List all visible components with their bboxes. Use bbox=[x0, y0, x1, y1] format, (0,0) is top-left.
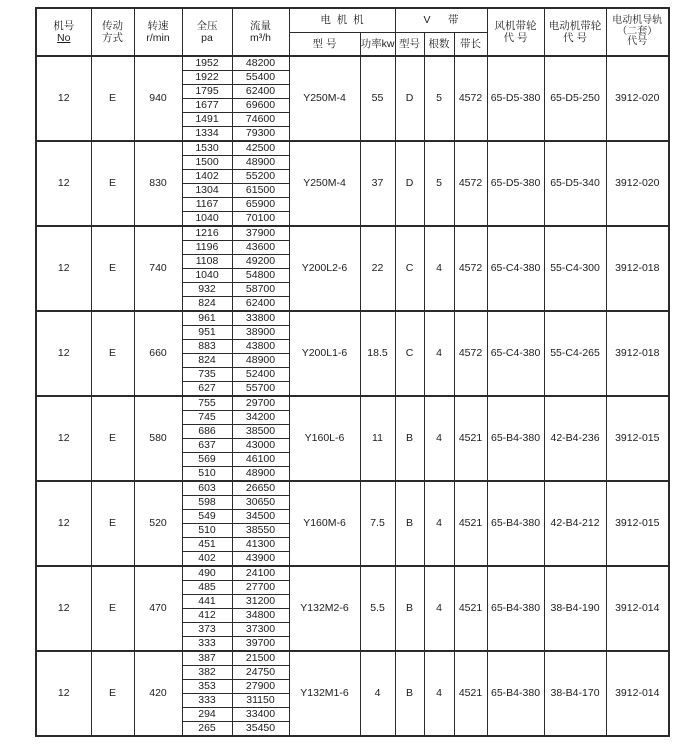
pressure-cell: 294 bbox=[182, 708, 232, 722]
spec-table-body bbox=[36, 56, 669, 736]
rpm-cell: 660 bbox=[134, 311, 182, 396]
rpm-cell: 830 bbox=[134, 141, 182, 226]
pressure-cell: 1677 bbox=[182, 99, 232, 113]
header-drive: 传动 方式 bbox=[91, 8, 134, 56]
flow-cell: 37300 bbox=[232, 623, 289, 637]
header-motor-power: 功率kw bbox=[360, 32, 395, 56]
rpm-cell: 520 bbox=[134, 481, 182, 566]
pressure-cell: 441 bbox=[182, 595, 232, 609]
rail-code-cell: 3912-015 bbox=[606, 481, 669, 566]
belt-count-cell: 4 bbox=[424, 311, 454, 396]
drive-mode-cell: E bbox=[91, 396, 134, 481]
rpm-cell: 940 bbox=[134, 56, 182, 141]
belt-count-cell: 4 bbox=[424, 226, 454, 311]
flow-cell: 79300 bbox=[232, 127, 289, 142]
header-motor-group: 电 机 机 bbox=[289, 8, 395, 32]
pressure-cell: 485 bbox=[182, 581, 232, 595]
pressure-cell: 1952 bbox=[182, 56, 232, 71]
pressure-cell: 373 bbox=[182, 623, 232, 637]
rail-code-cell: 3912-020 bbox=[606, 141, 669, 226]
header-machine-no-en: No bbox=[57, 32, 71, 44]
header-vbelt-count: 根数 bbox=[424, 32, 454, 56]
pressure-cell: 637 bbox=[182, 439, 232, 453]
fan-pulley-code-cell: 65-C4-380 bbox=[487, 311, 544, 396]
pressure-cell: 402 bbox=[182, 552, 232, 567]
pressure-cell: 1040 bbox=[182, 212, 232, 227]
flow-cell: 24100 bbox=[232, 566, 289, 581]
belt-count-cell: 5 bbox=[424, 56, 454, 141]
flow-cell: 39700 bbox=[232, 637, 289, 652]
header-motor-rail: 电动机导轨 （二套） 代号 bbox=[606, 8, 669, 56]
pressure-cell: 265 bbox=[182, 722, 232, 737]
pressure-cell: 353 bbox=[182, 680, 232, 694]
motor-pulley-code-cell: 42-B4-212 bbox=[544, 481, 606, 566]
machine-no-cell: 12 bbox=[36, 226, 91, 311]
flow-cell: 42500 bbox=[232, 141, 289, 156]
belt-length-cell: 4572 bbox=[454, 56, 487, 141]
belt-count-cell: 4 bbox=[424, 481, 454, 566]
motor-pulley-code-cell: 38-B4-170 bbox=[544, 651, 606, 736]
flow-cell: 54800 bbox=[232, 269, 289, 283]
motor-power-cell: 7.5 bbox=[360, 481, 395, 566]
fan-pulley-code-cell: 65-B4-380 bbox=[487, 651, 544, 736]
pressure-cell: 1304 bbox=[182, 184, 232, 198]
belt-length-cell: 4572 bbox=[454, 141, 487, 226]
motor-pulley-code-cell: 42-B4-236 bbox=[544, 396, 606, 481]
spec-row bbox=[36, 311, 669, 326]
belt-model-cell: B bbox=[395, 566, 424, 651]
flow-cell: 26650 bbox=[232, 481, 289, 496]
flow-cell: 58700 bbox=[232, 283, 289, 297]
flow-cell: 55700 bbox=[232, 382, 289, 397]
flow-cell: 62400 bbox=[232, 85, 289, 99]
pressure-cell: 1196 bbox=[182, 241, 232, 255]
belt-count-cell: 4 bbox=[424, 566, 454, 651]
pressure-cell: 603 bbox=[182, 481, 232, 496]
belt-length-cell: 4521 bbox=[454, 566, 487, 651]
flow-cell: 41300 bbox=[232, 538, 289, 552]
belt-length-cell: 4521 bbox=[454, 396, 487, 481]
pressure-cell: 549 bbox=[182, 510, 232, 524]
rpm-cell: 580 bbox=[134, 396, 182, 481]
pressure-cell: 755 bbox=[182, 396, 232, 411]
machine-no-cell: 12 bbox=[36, 56, 91, 141]
belt-model-cell: B bbox=[395, 481, 424, 566]
pressure-cell: 735 bbox=[182, 368, 232, 382]
flow-cell: 34500 bbox=[232, 510, 289, 524]
belt-length-cell: 4572 bbox=[454, 226, 487, 311]
motor-pulley-code-cell: 65-D5-250 bbox=[544, 56, 606, 141]
pressure-cell: 510 bbox=[182, 467, 232, 482]
pressure-cell: 1108 bbox=[182, 255, 232, 269]
machine-no-cell: 12 bbox=[36, 481, 91, 566]
belt-count-cell: 5 bbox=[424, 141, 454, 226]
motor-power-cell: 55 bbox=[360, 56, 395, 141]
pressure-cell: 333 bbox=[182, 637, 232, 652]
flow-cell: 38900 bbox=[232, 326, 289, 340]
pressure-cell: 490 bbox=[182, 566, 232, 581]
belt-model-cell: D bbox=[395, 141, 424, 226]
pressure-cell: 824 bbox=[182, 297, 232, 312]
machine-no-cell: 12 bbox=[36, 566, 91, 651]
belt-length-cell: 4521 bbox=[454, 651, 487, 736]
fan-pulley-code-cell: 65-B4-380 bbox=[487, 481, 544, 566]
pressure-cell: 1216 bbox=[182, 226, 232, 241]
pressure-cell: 598 bbox=[182, 496, 232, 510]
pressure-cell: 333 bbox=[182, 694, 232, 708]
flow-cell: 43600 bbox=[232, 241, 289, 255]
pressure-cell: 961 bbox=[182, 311, 232, 326]
spec-row bbox=[36, 226, 669, 241]
pressure-cell: 412 bbox=[182, 609, 232, 623]
motor-power-cell: 11 bbox=[360, 396, 395, 481]
rail-code-cell: 3912-014 bbox=[606, 566, 669, 651]
flow-cell: 55200 bbox=[232, 170, 289, 184]
motor-pulley-code-cell: 55-C4-265 bbox=[544, 311, 606, 396]
pressure-cell: 932 bbox=[182, 283, 232, 297]
belt-model-cell: B bbox=[395, 396, 424, 481]
machine-no-cell: 12 bbox=[36, 651, 91, 736]
flow-cell: 69600 bbox=[232, 99, 289, 113]
flow-cell: 43800 bbox=[232, 340, 289, 354]
flow-cell: 30650 bbox=[232, 496, 289, 510]
pressure-cell: 382 bbox=[182, 666, 232, 680]
drive-mode-cell: E bbox=[91, 226, 134, 311]
pressure-cell: 1530 bbox=[182, 141, 232, 156]
pressure-cell: 1167 bbox=[182, 198, 232, 212]
header-rpm: 转速 r/min bbox=[134, 8, 182, 56]
flow-cell: 29700 bbox=[232, 396, 289, 411]
motor-model-cell: Y160L-6 bbox=[289, 396, 360, 481]
table-header bbox=[36, 8, 669, 56]
drive-mode-cell: E bbox=[91, 651, 134, 736]
motor-pulley-code-cell: 55-C4-300 bbox=[544, 226, 606, 311]
pressure-cell: 883 bbox=[182, 340, 232, 354]
rpm-cell: 470 bbox=[134, 566, 182, 651]
drive-mode-cell: E bbox=[91, 56, 134, 141]
fan-pulley-code-cell: 65-D5-380 bbox=[487, 141, 544, 226]
flow-cell: 46100 bbox=[232, 453, 289, 467]
flow-cell: 27700 bbox=[232, 581, 289, 595]
spec-row bbox=[36, 566, 669, 581]
flow-cell: 70100 bbox=[232, 212, 289, 227]
flow-cell: 74600 bbox=[232, 113, 289, 127]
flow-cell: 65900 bbox=[232, 198, 289, 212]
header-machine-no-cn: 机号 bbox=[53, 19, 75, 32]
spec-row bbox=[36, 651, 669, 666]
rail-code-cell: 3912-018 bbox=[606, 311, 669, 396]
flow-cell: 34800 bbox=[232, 609, 289, 623]
flow-cell: 48900 bbox=[232, 354, 289, 368]
flow-cell: 38500 bbox=[232, 425, 289, 439]
header-fan-pulley: 风机带轮 代 号 bbox=[487, 8, 544, 56]
flow-cell: 43900 bbox=[232, 552, 289, 567]
flow-cell: 43000 bbox=[232, 439, 289, 453]
spec-row bbox=[36, 481, 669, 496]
flow-cell: 27900 bbox=[232, 680, 289, 694]
motor-model-cell: Y200L2-6 bbox=[289, 226, 360, 311]
spec-row bbox=[36, 141, 669, 156]
motor-model-cell: Y160M-6 bbox=[289, 481, 360, 566]
machine-no-cell: 12 bbox=[36, 396, 91, 481]
pressure-cell: 824 bbox=[182, 354, 232, 368]
flow-cell: 34200 bbox=[232, 411, 289, 425]
flow-cell: 48900 bbox=[232, 156, 289, 170]
belt-model-cell: B bbox=[395, 651, 424, 736]
header-vbelt-length: 带长 bbox=[454, 32, 487, 56]
belt-model-cell: C bbox=[395, 226, 424, 311]
motor-pulley-code-cell: 65-D5-340 bbox=[544, 141, 606, 226]
flow-cell: 33800 bbox=[232, 311, 289, 326]
flow-cell: 55400 bbox=[232, 71, 289, 85]
drive-mode-cell: E bbox=[91, 566, 134, 651]
pressure-cell: 1402 bbox=[182, 170, 232, 184]
header-motor-model: 型 号 bbox=[289, 32, 360, 56]
rail-code-cell: 3912-014 bbox=[606, 651, 669, 736]
motor-model-cell: Y250M-4 bbox=[289, 141, 360, 226]
motor-power-cell: 18.5 bbox=[360, 311, 395, 396]
rpm-cell: 420 bbox=[134, 651, 182, 736]
motor-pulley-code-cell: 38-B4-190 bbox=[544, 566, 606, 651]
flow-cell: 62400 bbox=[232, 297, 289, 312]
pressure-cell: 569 bbox=[182, 453, 232, 467]
pressure-cell: 951 bbox=[182, 326, 232, 340]
pressure-cell: 1500 bbox=[182, 156, 232, 170]
belt-length-cell: 4572 bbox=[454, 311, 487, 396]
flow-cell: 61500 bbox=[232, 184, 289, 198]
machine-no-cell: 12 bbox=[36, 311, 91, 396]
motor-power-cell: 5.5 bbox=[360, 566, 395, 651]
header-flow: 流量 m³/h bbox=[232, 8, 289, 56]
fan-pulley-code-cell: 65-D5-380 bbox=[487, 56, 544, 141]
flow-cell: 49200 bbox=[232, 255, 289, 269]
rail-code-cell: 3912-018 bbox=[606, 226, 669, 311]
motor-model-cell: Y132M2-6 bbox=[289, 566, 360, 651]
motor-model-cell: Y132M1-6 bbox=[289, 651, 360, 736]
belt-model-cell: C bbox=[395, 311, 424, 396]
pressure-cell: 1491 bbox=[182, 113, 232, 127]
belt-length-cell: 4521 bbox=[454, 481, 487, 566]
pressure-cell: 686 bbox=[182, 425, 232, 439]
motor-model-cell: Y200L1-6 bbox=[289, 311, 360, 396]
motor-model-cell: Y250M-4 bbox=[289, 56, 360, 141]
pressure-cell: 510 bbox=[182, 524, 232, 538]
flow-cell: 48200 bbox=[232, 56, 289, 71]
header-pressure: 全压 pa bbox=[182, 8, 232, 56]
header-machine-no bbox=[36, 8, 91, 56]
pressure-cell: 627 bbox=[182, 382, 232, 397]
pressure-cell: 1040 bbox=[182, 269, 232, 283]
header-vbelt-model: 型号 bbox=[395, 32, 424, 56]
pressure-cell: 745 bbox=[182, 411, 232, 425]
drive-mode-cell: E bbox=[91, 141, 134, 226]
rail-code-cell: 3912-015 bbox=[606, 396, 669, 481]
header-motor-pulley: 电动机带轮 代 号 bbox=[544, 8, 606, 56]
pressure-cell: 1334 bbox=[182, 127, 232, 142]
pressure-cell: 451 bbox=[182, 538, 232, 552]
rpm-cell: 740 bbox=[134, 226, 182, 311]
fan-pulley-code-cell: 65-C4-380 bbox=[487, 226, 544, 311]
belt-model-cell: D bbox=[395, 56, 424, 141]
spec-row bbox=[36, 56, 669, 71]
drive-mode-cell: E bbox=[91, 311, 134, 396]
flow-cell: 35450 bbox=[232, 722, 289, 737]
fan-spec-table bbox=[35, 7, 670, 737]
rail-code-cell: 3912-020 bbox=[606, 56, 669, 141]
fan-pulley-code-cell: 65-B4-380 bbox=[487, 566, 544, 651]
flow-cell: 48900 bbox=[232, 467, 289, 482]
belt-count-cell: 4 bbox=[424, 651, 454, 736]
machine-no-cell: 12 bbox=[36, 141, 91, 226]
motor-power-cell: 4 bbox=[360, 651, 395, 736]
pressure-cell: 387 bbox=[182, 651, 232, 666]
flow-cell: 33400 bbox=[232, 708, 289, 722]
flow-cell: 21500 bbox=[232, 651, 289, 666]
motor-power-cell: 37 bbox=[360, 141, 395, 226]
drive-mode-cell: E bbox=[91, 481, 134, 566]
belt-count-cell: 4 bbox=[424, 396, 454, 481]
pressure-cell: 1922 bbox=[182, 71, 232, 85]
motor-power-cell: 22 bbox=[360, 226, 395, 311]
flow-cell: 38550 bbox=[232, 524, 289, 538]
header-vbelt-group: V 带 bbox=[395, 8, 487, 32]
fan-pulley-code-cell: 65-B4-380 bbox=[487, 396, 544, 481]
flow-cell: 31150 bbox=[232, 694, 289, 708]
spec-row bbox=[36, 396, 669, 411]
flow-cell: 37900 bbox=[232, 226, 289, 241]
pressure-cell: 1795 bbox=[182, 85, 232, 99]
flow-cell: 24750 bbox=[232, 666, 289, 680]
flow-cell: 31200 bbox=[232, 595, 289, 609]
flow-cell: 52400 bbox=[232, 368, 289, 382]
